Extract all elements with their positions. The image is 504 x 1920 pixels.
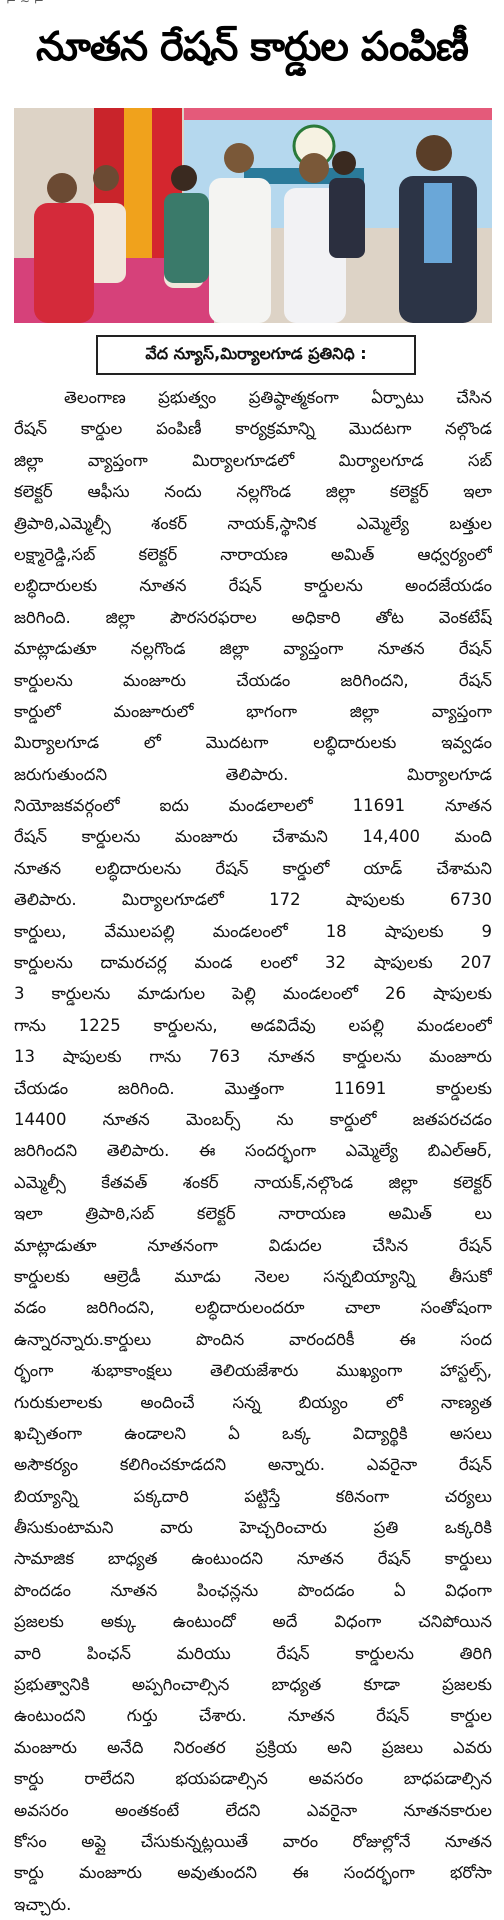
event-photo <box>14 108 492 323</box>
article-line: బియ్యాన్ని పక్కదారి పట్టిస్తే కఠినంగా చర్యలు <box>14 1486 492 1506</box>
article-line: కార్డు మంజూరు అవుతుందని ఈ సందర్భంగా భరోసా <box>14 1863 492 1883</box>
article-line: రేషన్ కార్డులను మంజూరు చేశామని 14,400 మంది <box>14 827 492 847</box>
article-line: 14400 నూతన మెంబర్స్ ను కార్డులో జతపరచడం <box>14 1109 492 1129</box>
article-line: జరిగిందని తెలిపారు. ఈ సందర్భంగా ఎమ్మెల్యే బిఎల్ఆర్, <box>14 1141 492 1161</box>
article-line: సామాజిక బాధ్యత ఉంటుందని నూతన రేషన్ కార్డులు <box>14 1549 492 1569</box>
headline: నూతన రేషన్ కార్డుల పంపిణీ <box>36 24 468 70</box>
article-line: తెలంగాణ ప్రభుత్వం ప్రతిష్ఠాత్మకంగా ఏర్పాటు చేసిన <box>64 388 492 407</box>
article-line: అవసరం అంతకంటే లేదని ఎవరైనా నూతనకారుల <box>14 1800 492 1820</box>
article-line: రేషన్ కార్డుల పంపిణీ కార్యక్రమాన్ని మొదటగా నల్గొండ <box>14 419 492 439</box>
article-line: కార్డులను దామరచర్ల మండ లంలో 32 షాపులకు 207 <box>14 953 492 973</box>
article-line: ఖచ్చితంగా ఉండాలని ఏ ఒక్క విద్యార్థికి అసలు <box>14 1423 492 1443</box>
article-line: జరుగుతుందని తెలిపారు. మిర్యాలగూడ <box>14 764 492 784</box>
article-line: పొందడం నూతన పింఛన్లను పొందడం ఏ విధంగా <box>14 1580 492 1600</box>
article-line: అసౌకర్యం కలిగించకూడదని అన్నారు. ఎవరైనా రేషన్ <box>14 1455 492 1475</box>
article-line: ఇచ్చారు. <box>14 1894 72 1914</box>
byline: వేద న్యూస్,మిర్యాలగూడ ప్రతినిధి : <box>96 335 416 375</box>
article-line: ప్రజలకు అక్కు ఉంటుందో అదే విధంగా చనిపోయిన <box>14 1612 492 1632</box>
event-photo-illustration <box>14 108 492 323</box>
article-line: ఉన్నారన్నారు.కార్డులు పొందిన వారందరికీ ఈ సంద <box>14 1329 492 1349</box>
article-line: నూతన లబ్ధిదారులను రేషన్ కార్డులో యాడ్ చేశామని <box>14 858 492 878</box>
article-line: కోసం అప్లై చేసుకున్నట్లయితే వారం రోజుల్లోనే నూతన <box>14 1831 492 1851</box>
article-line: ర్భంగా శుభాకాంక్షలు తెలియజేశారు ముఖ్యంగా హాస్టల్స్, <box>14 1361 492 1381</box>
article-line: తెలిపారు. మిర్యాలగూడలో 172 షాపులకు 6730 <box>14 890 492 910</box>
article-line: జరిగింది. జిల్లా పౌరసరఫరాల అధికారి తోట వెంకటేష్ <box>14 607 492 627</box>
top-cropped-text: ⌐ ∼ ⌐ <box>6 0 44 8</box>
article-line: నియోజకవర్గంలో ఐదు మండలాలలో 11691 నూతన <box>14 796 492 816</box>
article-line: గురుకులాలకు అందించే సన్న బియ్యం లో నాణ్యత <box>14 1392 492 1412</box>
article-line: కార్డులు, వేములపల్లి మండలంలో 18 షాపులకు 9 <box>14 921 492 941</box>
article-line: జిల్లా వ్యాప్తంగా మిర్యాలగూడలో మిర్యాలగూడ సబ్ <box>14 450 492 470</box>
article-line: 13 షాపులకు గాను 763 నూతన కార్డులను మంజూరు <box>14 1047 492 1067</box>
article-line: గాను 1225 కార్డులను, అడవిదేవు లపల్లి మండలంలో <box>14 1015 492 1035</box>
article-line: త్రిపాఠి,ఎమ్మెల్సీ శంకర్ నాయక్,స్థానిక ఎమ్మెల్యే బత్తుల <box>14 513 492 533</box>
article-line: కార్డు రాలేదని భయపడాల్సిన అవసరం బాధపడాల్సిన <box>14 1769 492 1789</box>
article-line: ఇలా త్రిపాఠి,సబ్ కలెక్టర్ నారాయణ అమిత్ లు <box>14 1204 492 1224</box>
article-line: కార్డులో మంజూరులో భాగంగా జిల్లా వ్యాప్తంగా <box>14 701 492 721</box>
article-line: 3 కార్డులను మాడుగుల పెల్లి మండలంలో 26 షాపులకు <box>14 984 492 1004</box>
article-line: లబ్ధిదారులకు నూతన రేషన్ కార్డులను అందజేయడం <box>14 576 492 596</box>
article-line: మిర్యాలగూడ లో మొదటగా లబ్ధిదారులకు ఇవ్వడం <box>14 733 492 753</box>
article-line: తీసుకుంటామని వారు హెచ్చరించారు ప్రతి ఒక్కరికి <box>14 1518 492 1538</box>
article-line: మాట్లాడుతూ నల్లగొండ జిల్లా వ్యాప్తంగా నూతన రేషన్ <box>14 639 492 659</box>
article-line: కలెక్టర్ ఆఫీసు నందు నల్లగొండ జిల్లా కలెక్టర్ ఇలా <box>14 482 492 502</box>
article-line: కార్డులకు ఆల్రెడీ మూడు నెలల సన్నబియ్యాన్ని తీసుకో <box>14 1266 492 1286</box>
article-body <box>14 382 492 1920</box>
article-line: లక్ష్మారెడ్డి,సబ్ కలెక్టర్ నారాయణ అమిత్ ఆధ్వర్యంలో <box>14 544 492 564</box>
article-line: మంజూరు అనేది నిరంతర ప్రక్రియ అని ప్రజలు ఎవరు <box>14 1737 492 1757</box>
article-line: మాట్లాడుతూ నూతనంగా విడుదల చేసిన రేషన్ <box>14 1235 492 1255</box>
article-line: వడం జరిగిందని, లబ్ధిదారులందరూ చాలా సంతోషంగా <box>14 1298 492 1318</box>
article-line: చేయడం జరిగింది. మొత్తంగా 11691 కార్డులకు <box>14 1078 492 1098</box>
article-line: ఎమ్మెల్సీ కేతవత్ శంకర్ నాయక్,నల్గొండ జిల్లా కలెక్టర్ <box>14 1172 492 1192</box>
article-line: ఉంటుందని గుర్తు చేశారు. నూతన రేషన్ కార్డుల <box>14 1706 492 1726</box>
article-line: వారి పింఛన్ మరియు రేషన్ కార్డులను తిరిగి <box>14 1643 492 1663</box>
article-line: ప్రభుత్వానికి అప్పగించాల్సిన బాధ్యత కూడా ప్రజలకు <box>14 1675 492 1695</box>
article-line: కార్డులను మంజూరు చేయడం జరిగిందని, రేషన్ <box>14 670 492 690</box>
